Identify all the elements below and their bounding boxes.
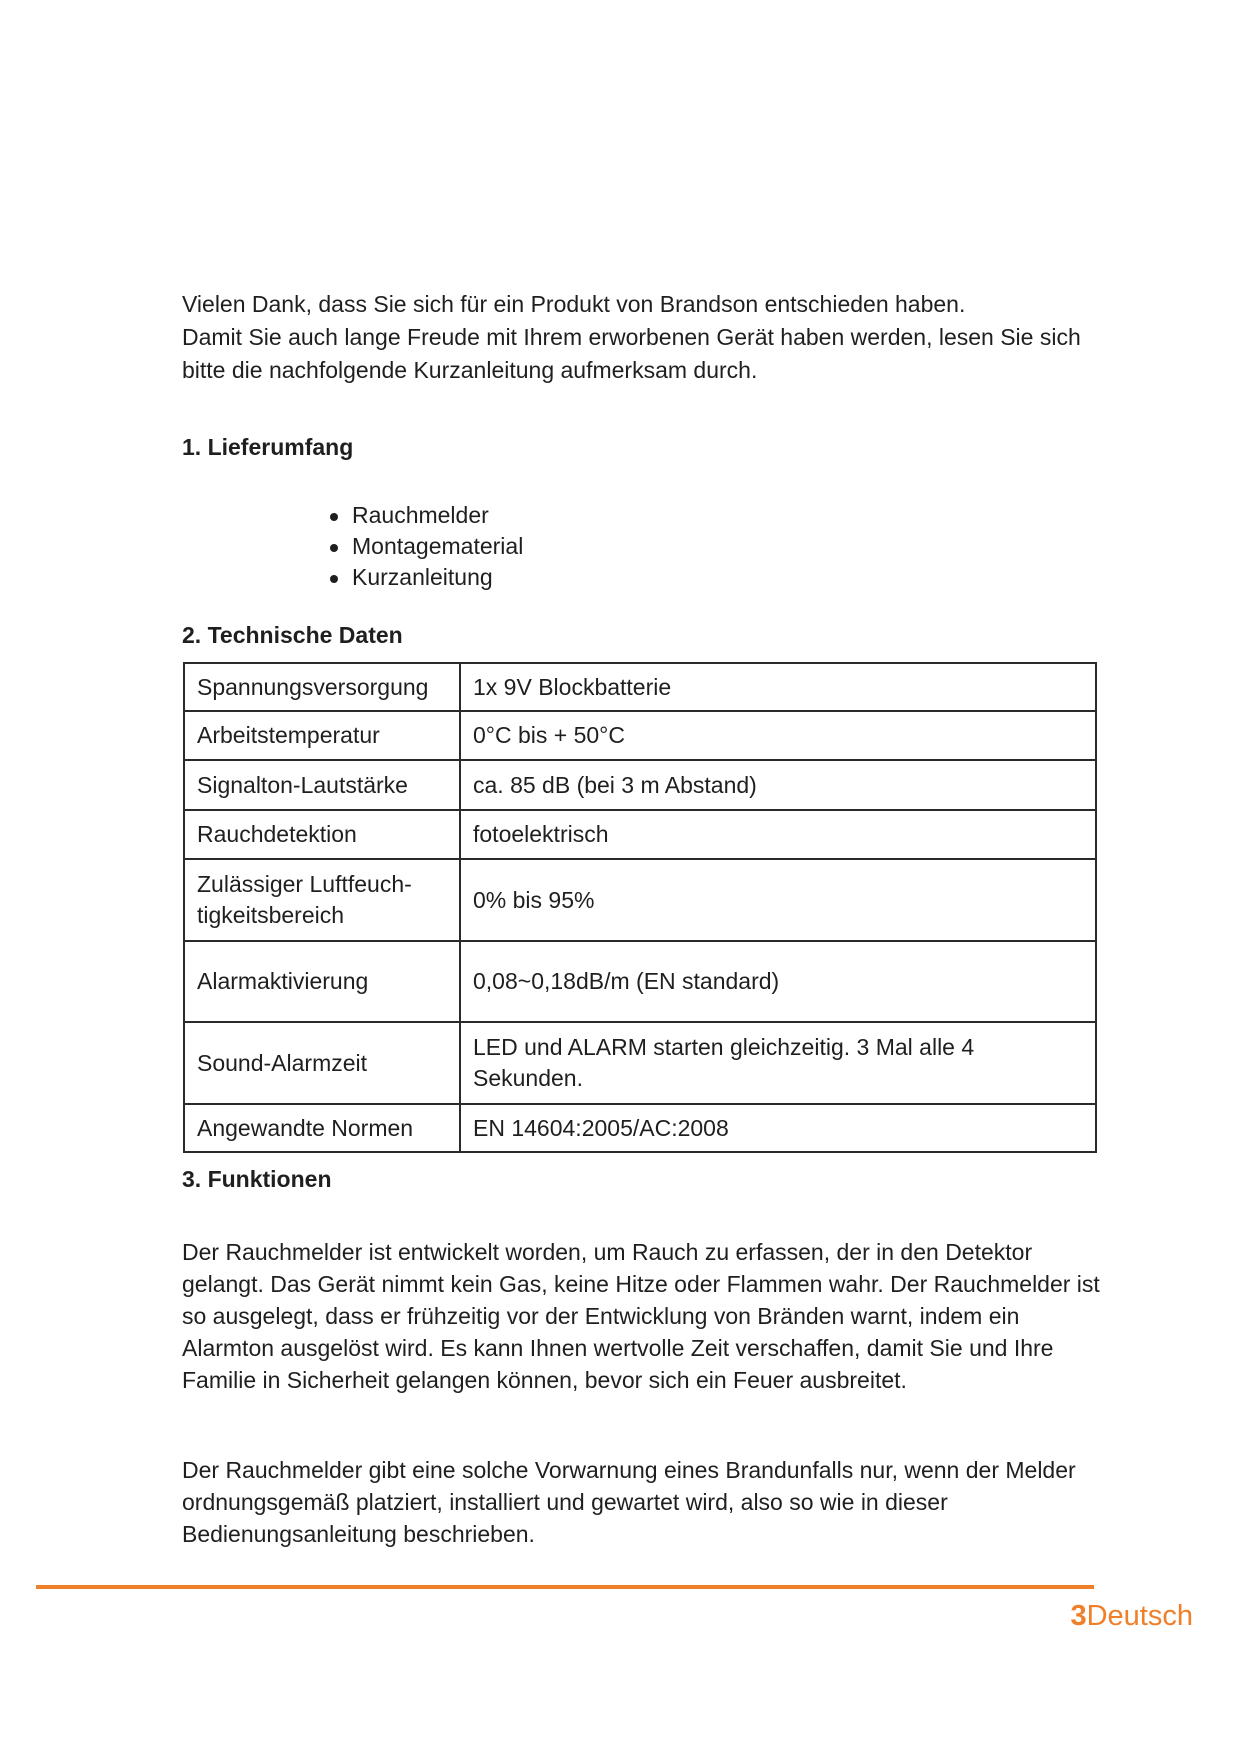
table-row: [184, 1104, 1096, 1152]
section-title-scope: 1. Lieferumfang: [182, 434, 354, 460]
spec-label: Alarmaktivierung: [184, 941, 460, 1022]
spec-label: Zulässiger Luftfeuch-tigkeitsbereich: [184, 859, 460, 941]
list-item: Rauchmelder: [324, 500, 523, 531]
spec-label: Signalton-Lautstärke: [184, 760, 460, 810]
page-number: 3: [1070, 1600, 1087, 1632]
list-item: Kurzanleitung: [324, 562, 523, 593]
spec-label: Arbeitstemperatur: [184, 711, 460, 760]
spec-label: Spannungsversorgung: [184, 663, 460, 711]
footer-language: Deutsch: [1086, 1600, 1193, 1632]
table-row: [184, 941, 1096, 1022]
page-footer: [1070, 1600, 1193, 1633]
spec-value: ca. 85 dB (bei 3 m Abstand): [460, 760, 1096, 810]
intro-line-2: Damit Sie auch lange Freude mit Ihrem erworbenen Gerät haben werden, lesen Sie sich bitte die nachfolgende Kurzanleitung aufmerksam durch.: [182, 324, 1081, 383]
intro-text: [182, 288, 1102, 387]
intro-line-1: Vielen Dank, dass Sie sich für ein Produkt von Brandson entschieden haben.: [182, 291, 966, 317]
spec-label: Rauchdetektion: [184, 810, 460, 859]
specs-table: [183, 662, 1097, 1153]
spec-value: 0,08~0,18dB/m (EN standard): [460, 941, 1096, 1022]
table-row: [184, 1022, 1096, 1104]
functions-paragraph-2: Der Rauchmelder gibt eine solche Vorwarnung eines Brandunfalls nur, wenn der Melder ordnungsgemäß platziert, installiert und gewartet wird, also so wie in dieser Bedienungsanleitung beschrieben.: [182, 1457, 1076, 1547]
table-row: [184, 663, 1096, 711]
spec-value: 0% bis 95%: [460, 859, 1096, 941]
list-item: Montagematerial: [324, 531, 523, 562]
table-row: [184, 760, 1096, 810]
footer-divider: [36, 1585, 1094, 1589]
section-title-tech-data: 2. Technische Daten: [182, 622, 403, 648]
spec-label: Sound-Alarmzeit: [184, 1022, 460, 1104]
section-title-functions: 3. Funktionen: [182, 1166, 332, 1192]
table-row: [184, 859, 1096, 941]
scope-list: [324, 500, 523, 593]
spec-value: EN 14604:2005/AC:2008: [460, 1104, 1096, 1152]
spec-value: 1x 9V Blockbatterie: [460, 663, 1096, 711]
spec-label: Angewandte Normen: [184, 1104, 460, 1152]
table-row: [184, 711, 1096, 760]
spec-value: 0°C bis + 50°C: [460, 711, 1096, 760]
functions-paragraph-1: Der Rauchmelder ist entwickelt worden, um Rauch zu erfassen, der in den Detektor gelangt. Das Gerät nimmt kein Gas, keine Hitze oder Flammen wahr. Der Rauchmelder ist so ausgelegt, dass er frühzeitig vor der Entwicklung von Bränden warnt, indem ein Alarmton ausgelöst wird. Es kann Ihnen wertvolle Zeit verschaffen, damit Sie und Ihre Familie in Sicherheit gelangen können, bevor sich ein Feuer ausbreitet.: [182, 1239, 1100, 1393]
spec-value: fotoelektrisch: [460, 810, 1096, 859]
table-row: [184, 810, 1096, 859]
spec-value: LED und ALARM starten gleichzeitig. 3 Mal alle 4 Sekunden.: [460, 1022, 1096, 1104]
